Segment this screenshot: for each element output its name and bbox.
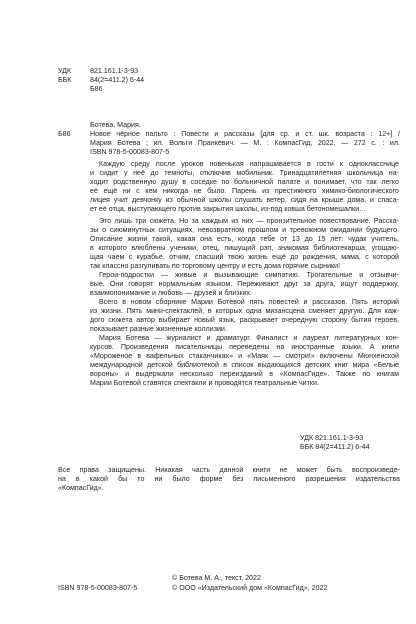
rights-line: на в какой бы то ни было форме без письменного разрешения издательства (58, 475, 400, 483)
text-copyright: © Ботева М. А., текст, 2022 (172, 574, 261, 582)
copyright-notices (172, 573, 402, 593)
annotation-line: Это лишь три сюжета. Но за каждым из них — пронзительное повествование. Расска- (99, 217, 399, 225)
annotation-line: ет её отца, выступающего против закрытия школы, из-под ковша бетономешалки… (90, 205, 367, 213)
publisher-copyright: © ООО «Издательский дом «КомпасГид», 2022 (172, 584, 328, 592)
catalog-entry (90, 121, 400, 157)
annotation-line: курсов. Произведения писательницы переведены на иностранные языки. А книги (90, 343, 399, 351)
annotation-line: в которого влюблены ученики, отец, пишущий рэп, знакомая библиотекарша, угощаю- (90, 244, 399, 252)
bbk-code: ББК 84(2=411.2) 6-44 (300, 443, 370, 451)
annotation-line: Всего в новом сборнике Марии Ботевой пять повестей и рассказов. Пять историй (99, 298, 399, 306)
classification-values (90, 67, 390, 94)
catalog-entry-line: Мария Ботева ; ил. Вольги Пранкевич. — М. : КомпасГид, 2022. — 272 с. : ил. (90, 139, 400, 147)
annotation-line: так классно разгуливать по торговому центру и есть дома горячие сырники! (90, 262, 341, 270)
catalog-author-heading: Ботева, Мария. (90, 121, 141, 129)
isbn: ISBN 978-5-00083-807-5 (58, 584, 138, 592)
udk-code: УДК 821.161.1-3-93 (300, 434, 364, 442)
annotation-line: «Мороженое в вафельных стаканчиках» и «Маяк — смотри!» включены Мюнхенской (90, 352, 399, 360)
author-sign: Б86 (90, 85, 103, 93)
annotation-line: Марии Ботевой ставятся спектакли и проводятся театральные читки. (90, 379, 319, 387)
udk-value: 821.161.1-3-93 (90, 67, 139, 75)
annotation-line: из жизни. Пять мини-спектаклей, в которых одна мизансцена сменяет другую. Для каж- (90, 307, 399, 315)
annotation-line: показывает разные жизненные коллизии. (90, 325, 227, 333)
annotation-line: Герои-подростки — живые и вызывающие симпатию. Трогательные и отзывчи- (99, 271, 399, 279)
annotation-line: вороны» и выдержали несколько переизданий в «КомпасГиде». Также по книгам (90, 370, 399, 378)
annotation-line: и сидит у неё до темноты, отключив мобильник. Тринадцатилетняя школьница на- (90, 169, 399, 177)
catalog-author-code: Б86 (58, 130, 71, 138)
annotation-line: взаимопонимание и любовь — друзей и близких. (90, 289, 253, 297)
rights-line: «КомпасГид». (58, 484, 104, 492)
catalog-isbn: ISBN 978-5-00083-807-5 (90, 148, 170, 156)
annotation-line: вые. Они говорят нормальным языком. Переживают друг за друга, ищут поддержку, (90, 280, 399, 288)
annotation-line: Описание жизни такой, какая она есть, когда тебе от 13 до 15 лет: чудак учитель, (90, 235, 399, 243)
classification-labels (58, 67, 92, 85)
annotation-line: лицея учит девчонку из обычной школы слушать ветер, сидя на крыше дома, и спаса- (90, 196, 399, 204)
annotation-line: Мария Ботева — журналист и драматург. Финалист и лауреат литературных кон- (99, 334, 399, 342)
bbk-value: 84(2=411.2) 6-44 (90, 76, 145, 84)
annotation-line: Каждую среду после уроков новенькая напрашивается в гости к однокласснице (99, 160, 399, 168)
annotation-line: зы о сиюминутных ситуациях, невозвратном прошлом и тревожном ожидании будущего. (90, 226, 399, 234)
annotation-line: дого сюжета автор выбирает новый язык, раскрывает очередную сторону бытия героев, (90, 316, 399, 324)
annotation-line: щая чаем с курабье, отчим, спасший твою жизнь ещё до рождения, мама, с которой (90, 253, 399, 261)
catalog-entry-line: Новое чёрное пальто : Повести и рассказы [для ср. и ст. шк. возраста : 12+] / (90, 130, 400, 138)
classification-codes-repeat (300, 434, 400, 452)
udk-label: УДК (58, 67, 72, 75)
book-annotation (90, 160, 399, 388)
bbk-label: ББК (58, 76, 72, 84)
annotation-line: её ещё ни с кем никогда не было. Парень из престижного химико-биологического (90, 187, 399, 195)
annotation-line: международной детской библиотекой в список выдающихся детских книг мира «Белые (90, 361, 399, 369)
rights-line: Все права защищены. Никакая часть данной книги не может быть воспроизведе- (58, 466, 400, 474)
rights-notice (58, 466, 400, 493)
annotation-line: ходит родственную душу в соседке по больничной палате и понимает, что так легко (90, 178, 399, 186)
